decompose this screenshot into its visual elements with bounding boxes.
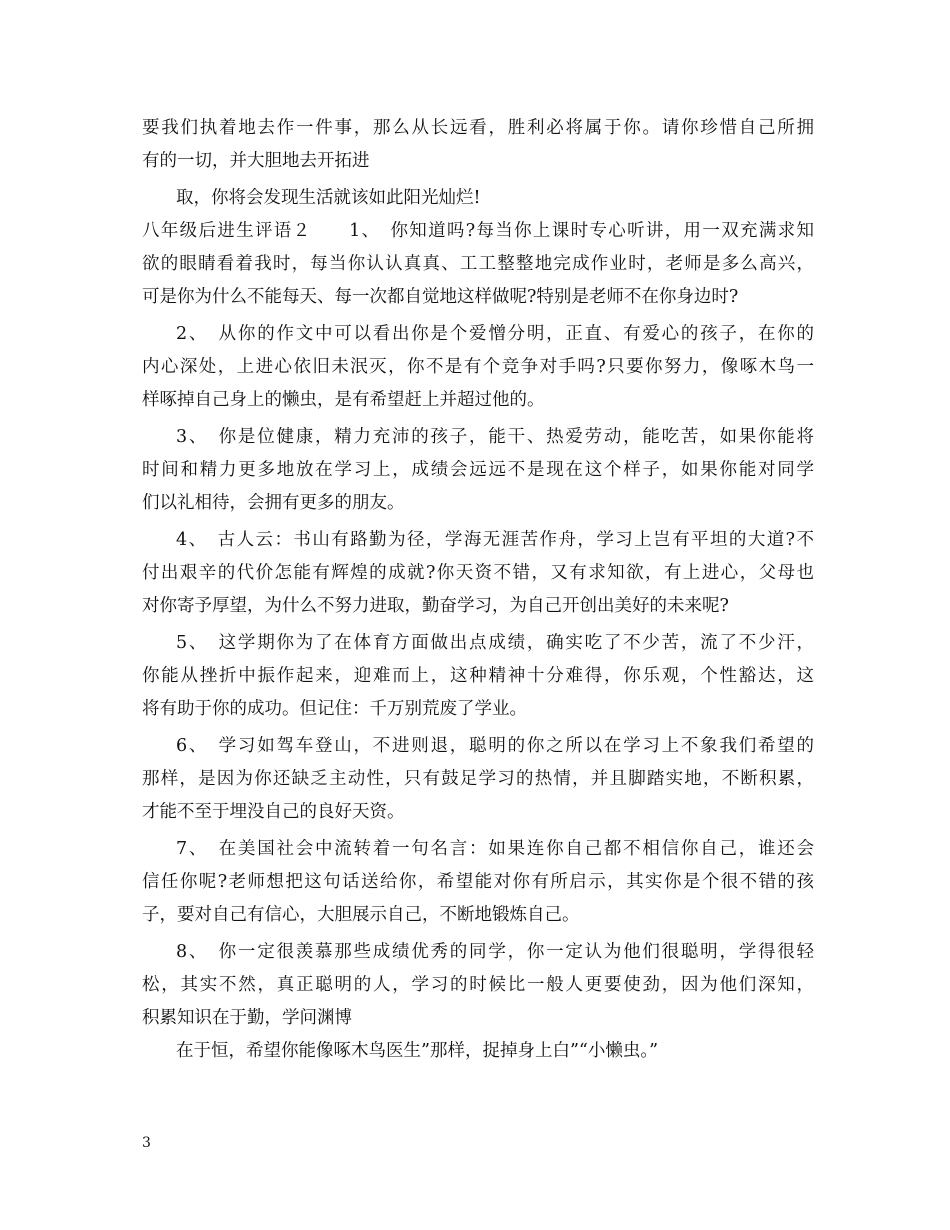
page-number: 3 — [142, 1135, 151, 1151]
text-line: 将有助于你的成功。但记住：千万别荒废了学业。 — [142, 699, 527, 719]
text-line: 们以礼相待，会拥有更多的朋友。 — [142, 493, 405, 513]
text-line: 4、 古人云：书山有路勤为径，学海无涯苦作舟，学习上岂有平坦的大道?不 — [176, 530, 814, 550]
text-line: 可是你为什么不能每天、每一次都自觉地这样做呢?特别是老师不在你身边时? — [142, 287, 739, 307]
text-line: 7、 在美国社会中流转着一句名言：如果连你自己都不相信你自己，谁还会 — [176, 839, 814, 859]
text-line: 6、 学习如驾车登山，不进则退，聪明的你之所以在学习上不象我们希望的 — [176, 736, 814, 756]
text-line: 松，其实不然，真正聪明的人，学习的时候比一般人更要使劲，因为他们深知， — [142, 975, 814, 995]
text-line: 付出艰辛的代价怎能有辉煌的成就?你天资不错，又有求知欲，有上进心，父母也 — [142, 563, 814, 583]
text-line: 那样，是因为你还缺乏主动性，只有鼓足学习的热情，并且脚踏实地，不断积累， — [142, 769, 814, 789]
section-heading-line: 八年级后进生评语２ 1、 你知道吗?每当你上课时专心听讲，用一双充满求知 — [142, 221, 814, 241]
text-line: 有的一切，并大胆地去开拓进 — [142, 151, 370, 171]
text-line: 信任你呢?老师想把这句话送给你，希望能对你有所启示，其实你是个很不错的孩 — [142, 872, 814, 892]
text-line: 在于恒，希望你能像啄木鸟医生”那样，捉掉身上白”“小懒虫。” — [176, 1041, 659, 1061]
text-line: 欲的眼睛看着我时，每当你认认真真、工工整整地完成作业时，老师是多么高兴， — [142, 254, 814, 274]
text-line: 时间和精力更多地放在学习上，成绩会远远不是现在这个样子，如果你能对同学 — [142, 460, 814, 480]
text-line: 要我们执着地去作一件事，那么从长远看，胜利必将属于你。请你珍惜自己所拥 — [142, 118, 814, 138]
text-line: 子，要对自己有信心，大胆展示自己，不断地锻炼自己。 — [142, 905, 580, 925]
text-line: 内心深处，上进心依旧未泯灭，你不是有个竞争对手吗?只要你努力，像啄木鸟一 — [142, 357, 814, 377]
text-line: 取，你将会发现生活就该如此阳光灿烂! — [176, 188, 481, 208]
text-line: 积累知识在于勤，学问渊博 — [142, 1008, 352, 1028]
text-line: 才能不至于埋没自己的良好天资。 — [142, 802, 405, 822]
text-line: 样啄掉自己身上的懒虫，是有希望赶上并超过他的。 — [142, 390, 545, 410]
text-line: 3、 你是位健康，精力充沛的孩子，能干、热爱劳动，能吃苦，如果你能将 — [176, 427, 814, 447]
text-line: 5、 这学期你为了在体育方面做出点成绩，确实吃了不少苦，流了不少汗， — [176, 633, 814, 653]
text-line: 8、 你一定很羡慕那些成绩优秀的同学，你一定认为他们很聪明，学得很轻 — [176, 942, 814, 962]
text-line: 你能从挫折中振作起来，迎难而上，这种精神十分难得，你乐观，个性豁达，这 — [142, 666, 814, 686]
text-line: 2、 从你的作文中可以看出你是个爱憎分明，正直、有爱心的孩子，在你的 — [176, 324, 814, 344]
text-line: 对你寄予厚望，为什么不努力进取，勤奋学习，为自己开创出美好的未来呢? — [142, 596, 729, 616]
document-body — [142, 112, 814, 1068]
